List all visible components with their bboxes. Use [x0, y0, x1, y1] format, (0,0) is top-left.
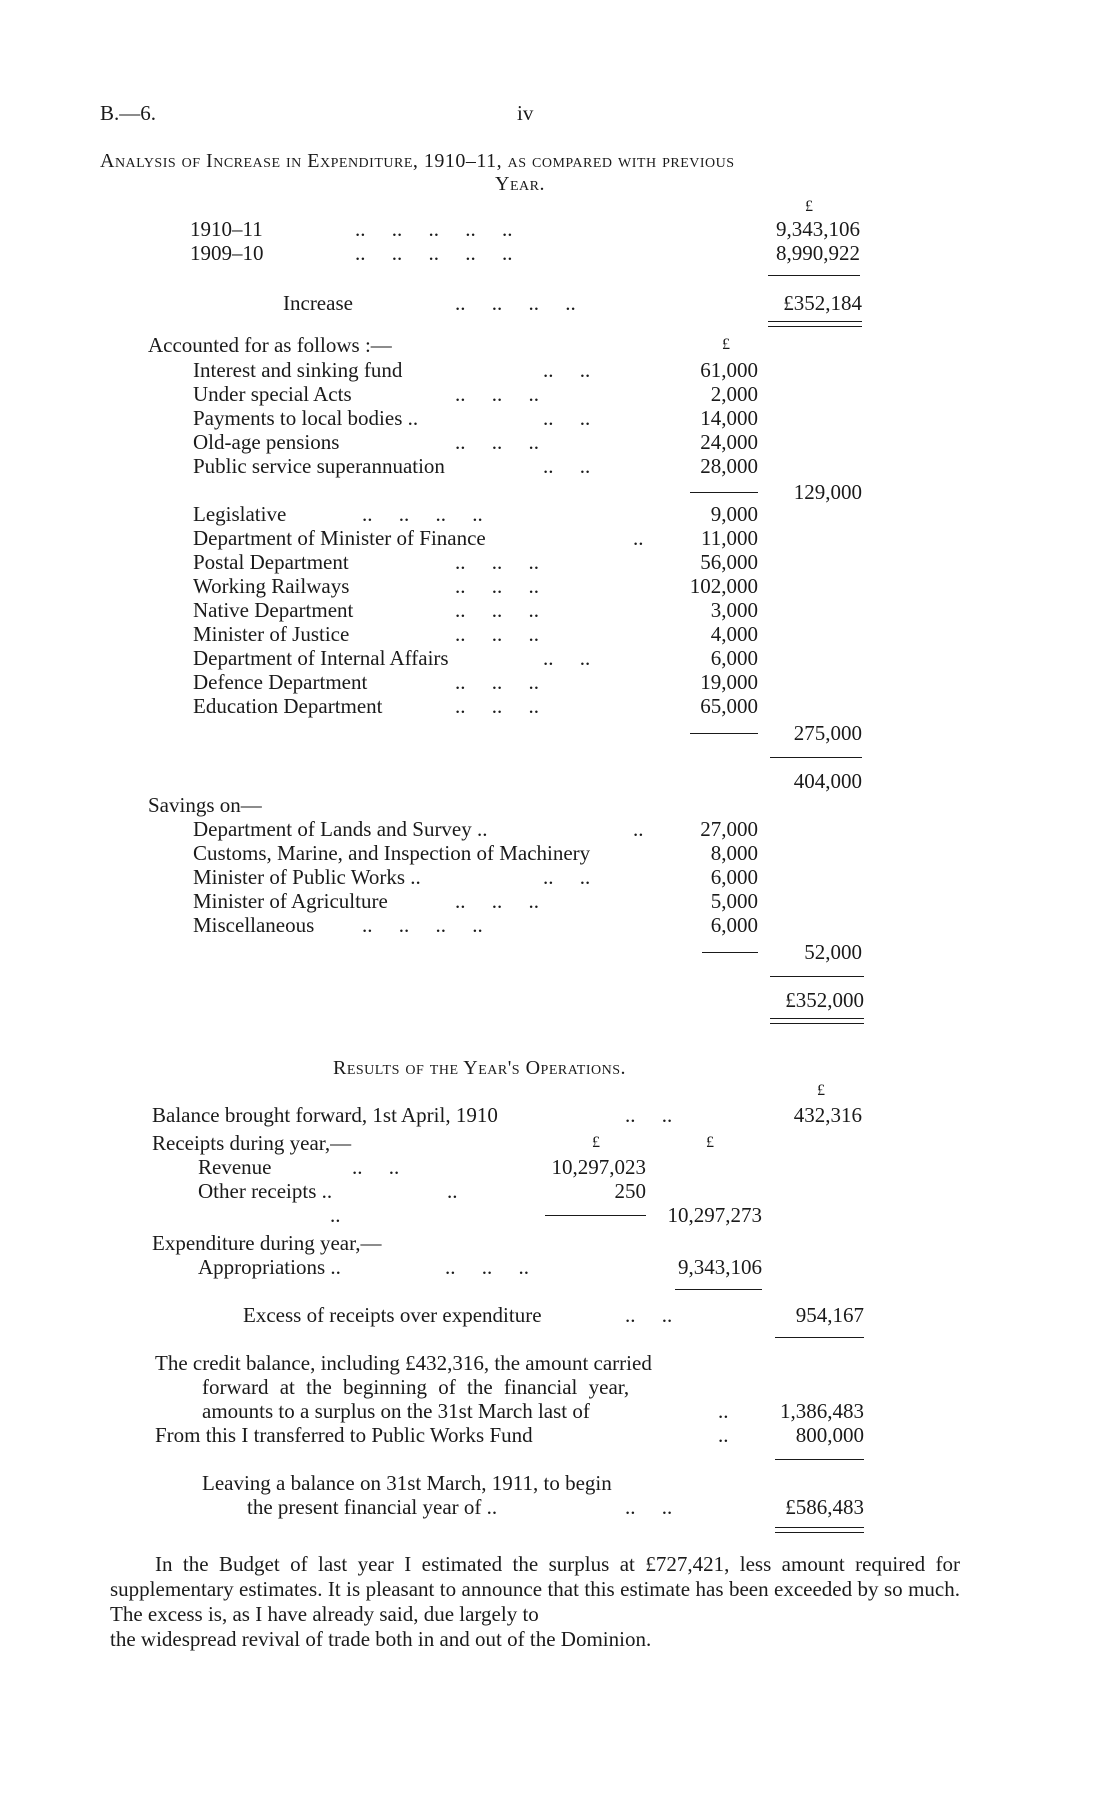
- leaving-text-line2: the present financial year of ..: [247, 1495, 498, 1519]
- currency-symbol: £: [706, 1134, 714, 1151]
- item-label: Under special Acts: [193, 382, 352, 406]
- net-total: £352,000: [785, 988, 864, 1012]
- increase-label: Increase: [283, 291, 353, 315]
- item-value: 800,000: [795, 1423, 864, 1447]
- rule: [775, 1459, 864, 1460]
- item-value: 61,000: [700, 358, 758, 382]
- leader-dots: ..: [330, 1203, 341, 1227]
- item-value: 19,000: [700, 670, 758, 694]
- credit-text-line1: The credit balance, including £432,316, the amount carried: [155, 1351, 652, 1375]
- leader-dots: ..: [447, 1179, 458, 1203]
- item-label: Minister of Agriculture: [193, 889, 388, 913]
- credit-text-line3: amounts to a surplus on the 31st March last of: [202, 1399, 590, 1423]
- item-label: Education Department: [193, 694, 383, 718]
- increase-value: £352,184: [783, 291, 862, 315]
- item-value: 56,000: [700, 550, 758, 574]
- expenditure-title-line2: Year.: [495, 173, 545, 195]
- currency-symbol: £: [722, 336, 730, 353]
- currency-symbol: £: [592, 1134, 600, 1151]
- item-value: 6,000: [710, 865, 758, 889]
- group-total: 129,000: [793, 480, 862, 504]
- expenditure-title-line1: Analysis of Increase in Expenditure, 1910–11, as compared with previous: [100, 150, 735, 172]
- item-value: 432,316: [793, 1103, 862, 1127]
- leader-dots: .. .. ..: [455, 622, 539, 646]
- currency-symbol: £: [805, 198, 813, 215]
- receipts-label: Receipts during year,—: [152, 1131, 352, 1155]
- results-title: Results of the Year's Operations.: [333, 1057, 626, 1079]
- item-label: Native Department: [193, 598, 354, 622]
- paragraph-text: In the Budget of last year I estimated the surplus at £727,421, less amount required for supplementary estimates. It is pleasant to announce that this estimate has been exceeded by so much. The excess is, as I have already said, due largely to: [110, 1552, 960, 1626]
- leader-dots: .. .. ..: [455, 430, 539, 454]
- item-value: 9,343,106: [678, 1255, 762, 1279]
- leader-dots: .. .. .. ..: [362, 502, 483, 526]
- leader-dots: .. ..: [543, 358, 591, 382]
- item-label: Minister of Justice: [193, 622, 350, 646]
- item-value: 954,167: [795, 1303, 864, 1327]
- item-label: From this I transferred to Public Works Fund: [155, 1423, 533, 1447]
- leader-dots: .. ..: [543, 406, 591, 430]
- currency-symbol: £: [817, 1082, 825, 1099]
- leader-dots: .. .. .. .. ..: [355, 241, 513, 265]
- item-label: Payments to local bodies ..: [193, 406, 419, 430]
- item-label: Public service superannuation: [193, 454, 445, 478]
- leader-dots: ..: [718, 1399, 729, 1423]
- leader-dots: ..: [633, 526, 644, 550]
- leader-dots: ..: [718, 1423, 729, 1447]
- item-label: Department of Lands and Survey ..: [193, 817, 488, 841]
- leader-dots: .. .. .. ..: [362, 913, 483, 937]
- leaving-text-line1: Leaving a balance on 31st March, 1911, to begin: [202, 1471, 612, 1495]
- year-value: 8,990,922: [776, 241, 860, 265]
- item-label: Department of Internal Affairs: [193, 646, 449, 670]
- savings-label: Savings on—: [148, 793, 262, 817]
- leader-dots: .. .. ..: [455, 550, 539, 574]
- item-label: Interest and sinking fund: [193, 358, 403, 382]
- leader-dots: .. .. ..: [455, 382, 539, 406]
- item-value: 5,000: [710, 889, 758, 913]
- double-rule: [768, 321, 862, 327]
- item-value: 4,000: [710, 622, 758, 646]
- item-value: 10,297,023: [551, 1155, 646, 1179]
- item-label: Working Railways: [193, 574, 350, 598]
- item-value: 8,000: [710, 841, 758, 865]
- group-total: 275,000: [793, 721, 862, 745]
- leader-dots: .. .. .. ..: [455, 291, 576, 315]
- leader-dots: .. ..: [625, 1303, 673, 1327]
- item-value: 14,000: [700, 406, 758, 430]
- item-value: 28,000: [700, 454, 758, 478]
- paragraph-last-line: the widespread revival of trade both in and out of the Dominion.: [110, 1627, 652, 1651]
- expenditure-label: Expenditure during year,—: [152, 1231, 382, 1255]
- leader-dots: .. .. ..: [455, 598, 539, 622]
- item-label: Customs, Marine, and Inspection of Machinery: [193, 841, 591, 865]
- item-label: Appropriations ..: [198, 1255, 341, 1279]
- leader-dots: .. ..: [625, 1495, 673, 1519]
- rule: [545, 1215, 646, 1216]
- item-label: Defence Department: [193, 670, 368, 694]
- budget-paragraph: [110, 1552, 960, 1627]
- item-value: 27,000: [700, 817, 758, 841]
- item-label: Minister of Public Works ..: [193, 865, 421, 889]
- credit-text-line2: forward at the beginning of the financial year,: [202, 1375, 630, 1399]
- double-rule: [775, 1527, 864, 1533]
- year-label: 1910–11: [190, 217, 263, 241]
- leader-dots: .. .. ..: [445, 1255, 529, 1279]
- leaving-value: £586,483: [785, 1495, 864, 1519]
- item-label: Miscellaneous: [193, 913, 315, 937]
- rule: [775, 1337, 864, 1338]
- leader-dots: .. .. ..: [455, 574, 539, 598]
- rule: [675, 1289, 762, 1290]
- leader-dots: .. .. .. .. ..: [355, 217, 513, 241]
- document-reference: B.—6.: [100, 101, 157, 125]
- item-value: 65,000: [700, 694, 758, 718]
- item-label: Balance brought forward, 1st April, 1910: [152, 1103, 498, 1127]
- year-label: 1909–10: [190, 241, 264, 265]
- item-value: 2,000: [710, 382, 758, 406]
- item-value: 102,000: [689, 574, 758, 598]
- rule: [770, 757, 862, 758]
- item-label: Excess of receipts over expenditure: [243, 1303, 542, 1327]
- leader-dots: .. .. ..: [455, 670, 539, 694]
- item-label: Revenue: [198, 1155, 272, 1179]
- leader-dots: .. ..: [543, 646, 591, 670]
- page-number: iv: [517, 101, 534, 125]
- item-value: 9,000: [710, 502, 758, 526]
- item-value: 250: [614, 1179, 646, 1203]
- leader-dots: .. ..: [543, 454, 591, 478]
- leader-dots: .. ..: [625, 1103, 673, 1127]
- item-value: 6,000: [710, 646, 758, 670]
- subtotal: 404,000: [793, 769, 862, 793]
- rule: [770, 976, 864, 977]
- item-value: 11,000: [701, 526, 758, 550]
- leader-dots: ..: [633, 817, 644, 841]
- rule: [768, 275, 860, 276]
- item-value: 3,000: [710, 598, 758, 622]
- item-value: 6,000: [710, 913, 758, 937]
- leader-dots: .. ..: [352, 1155, 400, 1179]
- item-label: Other receipts ..: [198, 1179, 333, 1203]
- accounted-label: Accounted for as follows :—: [148, 333, 392, 357]
- year-value: 9,343,106: [776, 217, 860, 241]
- leader-dots: .. .. ..: [455, 694, 539, 718]
- savings-total: 52,000: [804, 940, 862, 964]
- item-value: 24,000: [700, 430, 758, 454]
- item-label: Department of Minister of Finance: [193, 526, 486, 550]
- credit-value: 1,386,483: [780, 1399, 864, 1423]
- leader-dots: .. ..: [543, 865, 591, 889]
- item-label: Postal Department: [193, 550, 349, 574]
- item-label: Legislative: [193, 502, 287, 526]
- receipts-total: 10,297,273: [667, 1203, 762, 1227]
- leader-dots: .. .. ..: [455, 889, 539, 913]
- item-label: Old-age pensions: [193, 430, 340, 454]
- double-rule: [770, 1018, 864, 1024]
